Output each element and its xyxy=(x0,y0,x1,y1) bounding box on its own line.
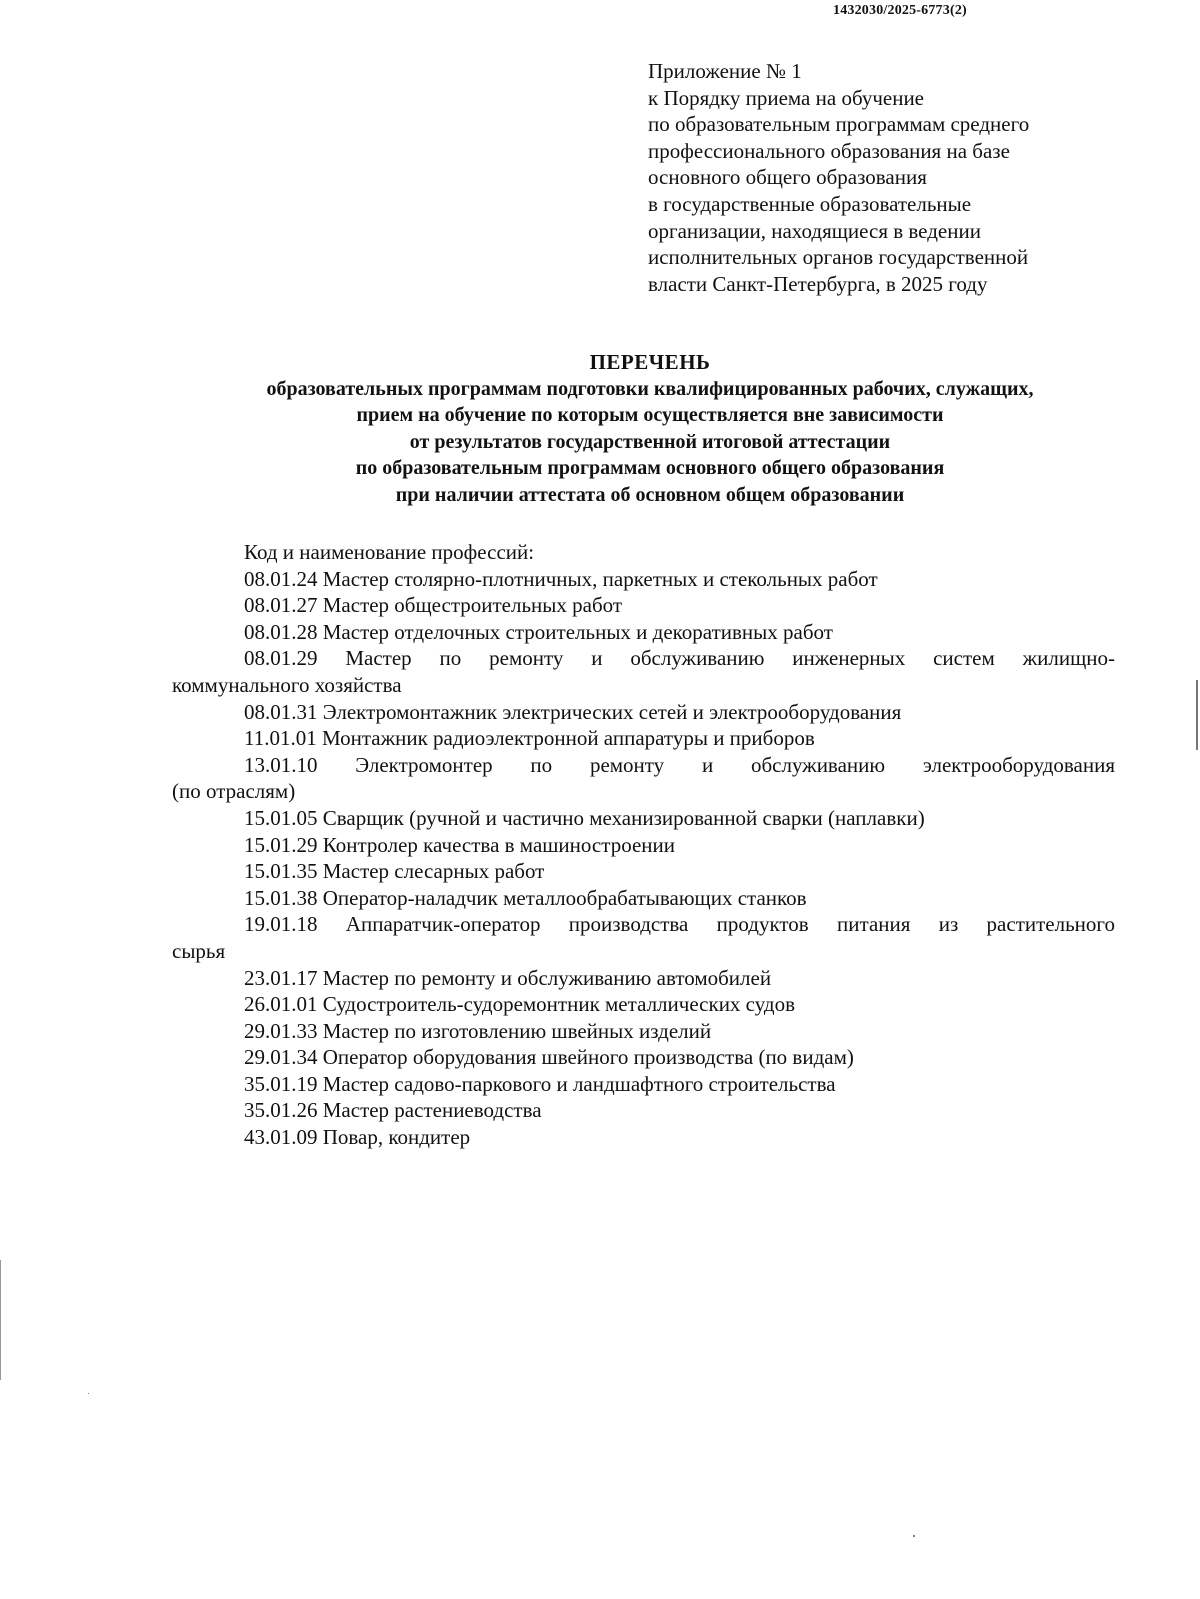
list-item xyxy=(172,911,1115,964)
list-item: 11.01.01 Монтажник радиоэлектронной аппаратуры и приборов xyxy=(244,726,815,751)
list-item-continuation: (по отраслям) xyxy=(172,779,296,804)
list-item-continuation: сырья xyxy=(172,938,226,963)
list-item-first-line: 19.01.18 Аппаратчик-оператор производства продуктов питания из растительного xyxy=(244,912,1115,937)
appendix-line: по образовательным программам среднего xyxy=(648,112,1030,137)
list-item: 35.01.19 Мастер садово-паркового и ландшафтного строительства xyxy=(244,1071,836,1096)
list-item: 43.01.09 Повар, кондитер xyxy=(244,1125,471,1150)
list-item: 08.01.28 Мастер отделочных строительных и декоративных работ xyxy=(244,619,833,644)
list-item: 23.01.17 Мастер по ремонту и обслуживанию автомобилей xyxy=(244,965,772,990)
list-item: 26.01.01 Судостроитель-судоремонтник металлических судов xyxy=(244,992,796,1017)
appendix-line: Приложение № 1 xyxy=(648,59,802,83)
scan-speck xyxy=(913,1535,915,1537)
document-title-block xyxy=(160,349,1140,509)
list-item: 08.01.27 Мастер общестроительных работ xyxy=(244,593,623,618)
document-number: 1432030/2025-6773(2) xyxy=(833,3,967,18)
list-item: 15.01.38 Оператор-наладчик металлообрабатывающих станков xyxy=(244,885,807,910)
list-item: 15.01.05 Сварщик (ручной и частично механизированной сварки (наплавки) xyxy=(244,805,925,830)
appendix-line: профессионального образования на базе xyxy=(648,138,1010,163)
list-item: 29.01.34 Оператор оборудования швейного производства (по видам) xyxy=(244,1045,854,1070)
list-item xyxy=(172,645,1115,698)
appendix-header xyxy=(648,58,1168,297)
subtitle-line: образовательных программам подготовки квалифицированных рабочих, служащих, xyxy=(266,377,1034,400)
subtitle-line: прием на обучение по которым осуществляется вне зависимости xyxy=(356,404,944,427)
appendix-line: к Порядку приема на обучение xyxy=(648,85,925,110)
subtitle-line: от результатов государственной итоговой аттестации xyxy=(409,430,891,453)
list-item xyxy=(172,752,1115,805)
professions-list xyxy=(172,539,1115,1151)
appendix-line: в государственные образовательные xyxy=(648,191,972,216)
appendix-line: власти Санкт-Петербурга, в 2025 году xyxy=(648,271,988,296)
list-item: 35.01.26 Мастер растениеводства xyxy=(244,1098,542,1123)
list-intro: Код и наименование профессий: xyxy=(244,540,535,564)
document-title: ПЕРЕЧЕНЬ xyxy=(589,350,711,374)
list-item: 29.01.33 Мастер по изготовлению швейных изделий xyxy=(244,1018,712,1043)
appendix-line: основного общего образования xyxy=(648,165,927,190)
scan-speck xyxy=(88,1393,89,1394)
appendix-line: исполнительных органов государственной xyxy=(648,245,1029,270)
scan-edge-mark xyxy=(1196,680,1198,750)
appendix-line: организации, находящиеся в ведении xyxy=(648,218,981,243)
list-item: 15.01.29 Контролер качества в машиностроении xyxy=(244,832,675,857)
list-item-first-line: 08.01.29 Мастер по ремонту и обслуживанию инженерных систем жилищно- xyxy=(244,646,1115,671)
list-item-continuation: коммунального хозяйства xyxy=(172,672,402,697)
list-item-first-line: 13.01.10 Электромонтер по ремонту и обслуживанию электрооборудования xyxy=(244,752,1115,777)
subtitle-line: при наличии аттестата об основном общем образовании xyxy=(395,483,905,506)
list-item: 08.01.24 Мастер столярно-плотничных, паркетных и стекольных работ xyxy=(244,566,878,591)
subtitle-line: по образовательным программам основного общего образования xyxy=(355,457,945,480)
list-item: 08.01.31 Электромонтажник электрических сетей и электрооборудования xyxy=(244,699,902,724)
list-item: 15.01.35 Мастер слесарных работ xyxy=(244,859,545,884)
scan-edge-mark xyxy=(0,1260,1,1380)
